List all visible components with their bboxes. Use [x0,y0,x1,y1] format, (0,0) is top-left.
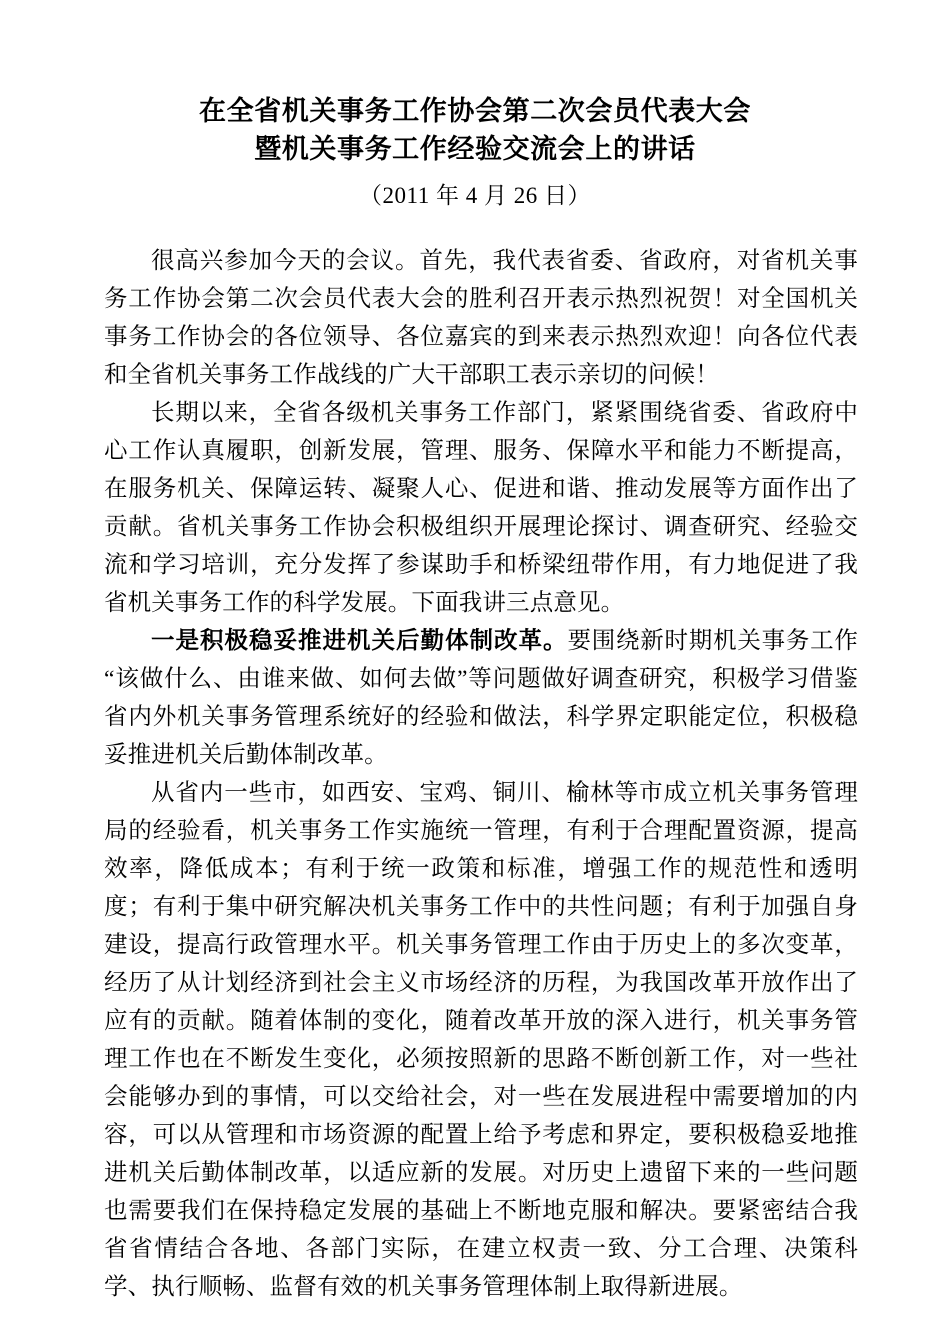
paragraph-text: 要围绕新时期机关事务工作“该做什么、由谁来做、如何去做”等问题做好调查研究，积极学习借鉴省内外机关事务管理系统好的经验和做法，科学界定职能定位，积极稳妥推进机关后勤体制改革。 [104,628,858,768]
document-title-line-1: 在全省机关事务工作协会第二次会员代表大会 [199,96,751,126]
document-body [0,242,950,1306]
paragraph-lead-in: 一是积极稳妥推进机关后勤体制改革。 [151,628,568,654]
document-title-block [0,0,950,212]
paragraph-text: 从省内一些市，如西安、宝鸡、铜川、榆林等市成立机关事务管理局的经验看，机关事务工作实施统一管理，有利于合理配置资源，提高效率，降低成本；有利于统一政策和标准，增强工作的规范性和透明度；有利于集中研究解决机关事务工作中的共性问题；有利于加强自身建设，提高行政管理水平。机关事务管理工作由于历史上的多次变革，经历了从计划经济到社会主义市场经济的历程，为我国改革开放作出了应有的贡献。随着体制的变化，随着改革开放的深入进行，机关事务管理工作也在不断发生变化，必须按照新的思路不断创新工作，对一些社会能够办到的事情，可以交给社会，对一些在发展进程中需要增加的内容，可以从管理和市场资源的配置上给予考虑和界定，要积极稳妥地推进机关后勤体制改革，以适应新的发展。对历史上遗留下来的一些问题也需要我们在保持稳定发展的基础上不断地克服和解决。要紧密结合我省省情结合各地、各部门实际，在建立权责一致、分工合理、决策科学、执行顺畅、监督有效的机关事务管理体制上取得新进展。 [104,780,858,1300]
document-title-line-2: 暨机关事务工作经验交流会上的讲话 [254,134,696,164]
paragraph-cities-experience [104,774,858,1306]
paragraph-point-one [104,622,858,774]
paragraph-greeting [104,242,858,394]
paragraph-text: 很高兴参加今天的会议。首先，我代表省委、省政府，对省机关事务工作协会第二次会员代表大会的胜利召开表示热烈祝贺！对全国机关事务工作协会的各位领导、各位嘉宾的到来表示热烈欢迎！向各位代表和全省机关事务工作战线的广大干部职工表示亲切的问候！ [104,248,858,388]
paragraph-background [104,394,858,622]
paragraph-text: 长期以来，全省各级机关事务工作部门，紧紧围绕省委、省政府中心工作认真履职，创新发展，管理、服务、保障水平和能力不断提高，在服务机关、保障运转、凝聚人心、促进和谐、推动发展等方面作出了贡献。省机关事务工作协会积极组织开展理论探讨、调查研究、经验交流和学习培训，充分发挥了参谋助手和桥梁纽带作用，有力地促进了我省机关事务工作的科学发展。下面我讲三点意见。 [104,400,858,616]
document-date: （2011 年 4 月 26 日） [359,183,591,208]
